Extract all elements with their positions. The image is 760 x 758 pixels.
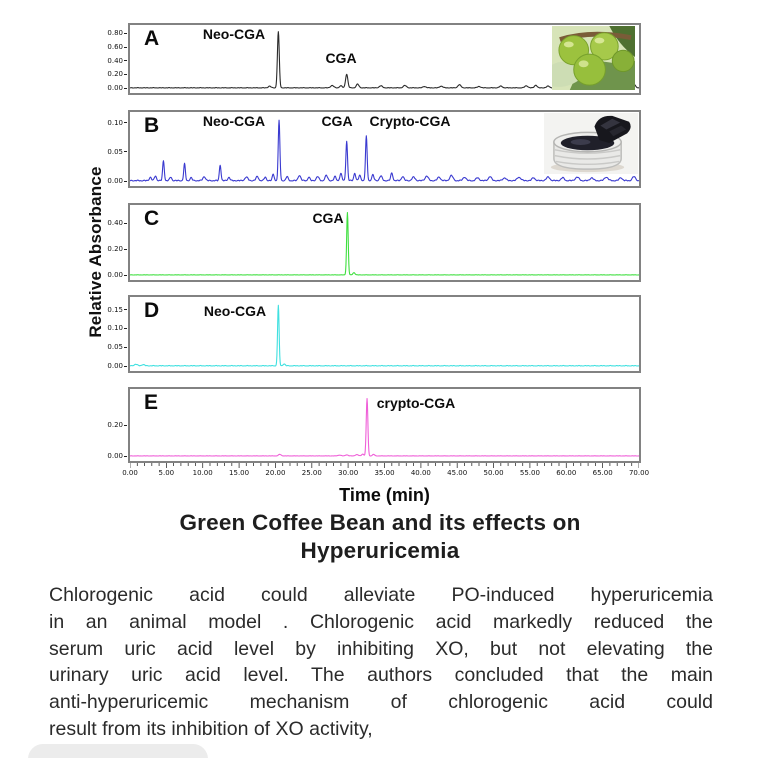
peak-label: CGA: [312, 210, 344, 226]
chromatogram-trace-c: [130, 205, 639, 280]
y-tick-label: 0.00: [99, 452, 127, 460]
peak-label: CGA: [325, 50, 357, 66]
peak-label: Neo-CGA: [203, 303, 267, 319]
chromatogram-panel-b: [107, 110, 641, 188]
body-line: result from its inhibition of XO activity,: [49, 717, 373, 740]
figure-title: [60, 509, 700, 565]
panel-letter: B: [144, 114, 160, 137]
x-tick-label: 30.00: [338, 469, 359, 477]
y-tick-label: 0.20: [99, 245, 127, 253]
x-axis-tick-labels: [122, 469, 650, 479]
figure-title-line1: Green Coffee Bean and its effects on: [179, 510, 581, 535]
y-tick-label: 0.40: [99, 219, 127, 227]
green-coffee-fruit-photo: [552, 26, 635, 90]
panel-letter: A: [144, 27, 160, 50]
y-tick-label: 0.20: [99, 70, 127, 78]
peak-label: CGA: [321, 113, 353, 129]
y-tick-label: 0.05: [99, 343, 127, 351]
y-tick-label: 0.40: [99, 57, 127, 65]
body-line: Chlorogenic acid could alleviate PO-induced hyperuricemia: [49, 584, 713, 606]
peak-label: crypto-CGA: [376, 395, 456, 411]
y-tick-label: 0.00: [99, 84, 127, 92]
body-line: urinary uric acid level. The authors concluded that the main: [49, 664, 713, 687]
x-tick-label: 5.00: [158, 469, 175, 477]
x-tick-label: 60.00: [556, 469, 577, 477]
x-tick-label: 25.00: [301, 469, 322, 477]
body-line: in an animal model . Chlorogenic acid markedly reduced the: [49, 610, 713, 633]
y-tick-label: 0.60: [99, 43, 127, 51]
x-tick-label: 50.00: [483, 469, 504, 477]
x-axis-title: Time (min): [339, 485, 430, 505]
y-tick-label: 0.00: [99, 362, 127, 370]
y-tick-label: 0.00: [99, 177, 127, 185]
x-tick-label: 55.00: [519, 469, 540, 477]
chromatogram-panel-c: [107, 203, 641, 282]
y-tick-label: 0.10: [99, 119, 127, 127]
chromatogram-panel-e: [107, 387, 641, 463]
black-paste-jar-photo: [544, 113, 638, 174]
x-tick-label: 15.00: [229, 469, 250, 477]
y-tick-label: 0.00: [99, 271, 127, 279]
y-tick-label: 0.15: [99, 306, 127, 314]
peak-label: Neo-CGA: [202, 26, 266, 42]
peak-label: Crypto-CGA: [369, 113, 451, 129]
x-tick-label: 45.00: [447, 469, 468, 477]
x-tick-label: 40.00: [410, 469, 431, 477]
y-tick-label: 0.20: [99, 421, 127, 429]
figure-title-line2: Hyperuricemia: [300, 538, 460, 563]
body-line: anti-hyperuricemic mechanism of chlorogenic acid could: [49, 691, 713, 714]
y-tick-label: 0.10: [99, 324, 127, 332]
x-tick-label: 65.00: [592, 469, 613, 477]
y-tick-label: 0.80: [99, 29, 127, 37]
x-tick-label: 70.00: [628, 469, 650, 477]
panel-letter: C: [144, 207, 160, 230]
chromatogram-panel-d: [107, 295, 641, 373]
x-tick-label: 0.00: [122, 469, 138, 477]
panel-letter: E: [144, 391, 159, 414]
y-axis-label: Relative Absorbance: [86, 166, 105, 338]
x-tick-label: 20.00: [265, 469, 286, 477]
x-tick-label: 35.00: [374, 469, 395, 477]
chromatogram-panel-a: [107, 23, 641, 95]
body-line: serum uric acid level by inhibiting XO, but not elevating the: [49, 637, 713, 660]
peak-label: Neo-CGA: [202, 113, 266, 129]
x-tick-label: 10.00: [192, 469, 213, 477]
y-tick-label: 0.05: [99, 148, 127, 156]
body-text: [49, 582, 713, 743]
decorative-blob: [28, 744, 208, 758]
panel-letter: D: [144, 299, 160, 322]
